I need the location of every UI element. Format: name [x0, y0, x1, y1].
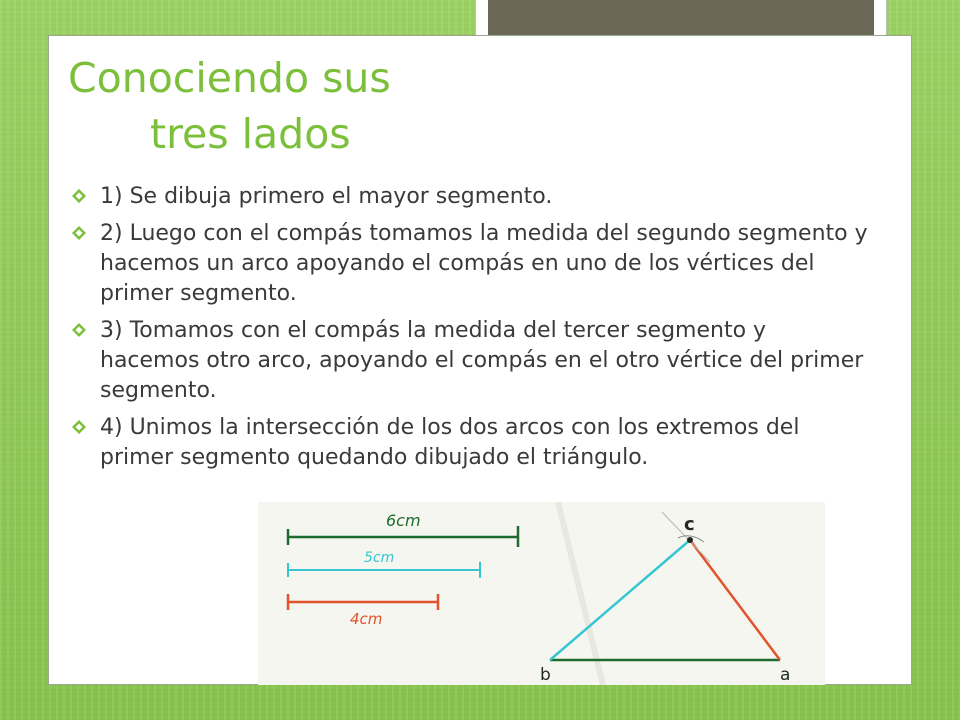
bullet-item	[72, 316, 872, 406]
vertex-c-point	[687, 537, 693, 543]
bullet-item	[72, 413, 872, 473]
bullet-text: 1) Se dibuja primero el mayor segmento.	[100, 184, 553, 209]
slide-title	[68, 50, 488, 162]
title-line-1: Conociendo sus	[68, 54, 391, 102]
bullet-text: 4) Unimos la intersección de los dos arcos con los extremos del primer segmento quedando dibujado el triángulo.	[100, 415, 800, 470]
bullet-list	[72, 182, 872, 480]
segment-4cm-label: 4cm	[350, 610, 383, 628]
bullet-item	[72, 182, 872, 212]
segment-5cm-label: 5cm	[364, 550, 395, 566]
diamond-bullet-icon	[72, 323, 86, 337]
diamond-bullet-icon	[72, 420, 86, 434]
title-line-2: tres lados	[150, 110, 351, 158]
bullet-text: 2) Luego con el compás tomamos la medida del segundo segmento y hacemos un arco apoyando el compás en uno de los vértices del primer segmento.	[100, 221, 868, 306]
diamond-bullet-icon	[72, 189, 86, 203]
vertex-c-label: c	[684, 514, 695, 535]
triangle-construction-photo	[258, 502, 825, 685]
vertex-a-label: a	[780, 665, 791, 685]
paper-background	[258, 502, 825, 685]
bullet-text: 3) Tomamos con el compás la medida del tercer segmento y hacemos otro arco, apoyando el compás en el otro vértice del primer segmento.	[100, 318, 864, 403]
diamond-bullet-icon	[72, 226, 86, 240]
segment-6cm-label: 6cm	[386, 511, 421, 530]
triangle-drawing	[258, 502, 825, 685]
bullet-item	[72, 219, 872, 309]
vertex-b-label: b	[540, 665, 551, 685]
